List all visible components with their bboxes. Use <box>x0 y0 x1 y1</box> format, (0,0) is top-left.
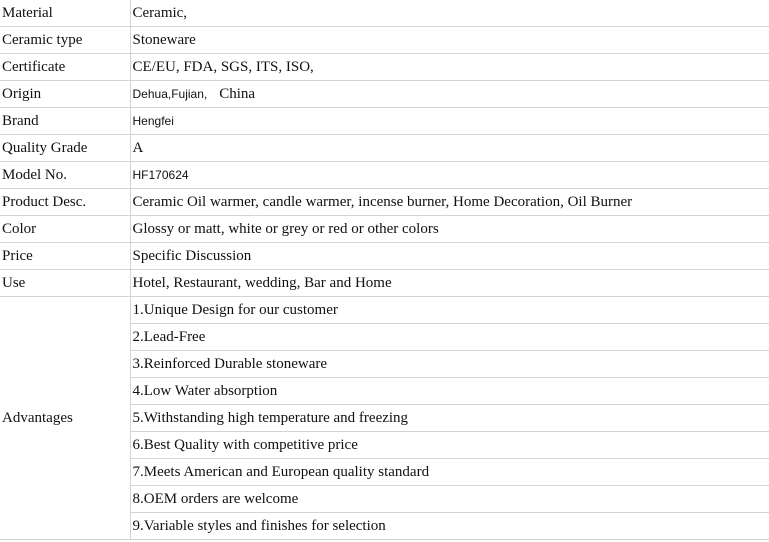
spec-value-material: Ceramic, <box>130 0 769 27</box>
spec-value-product-desc: Ceramic Oil warmer, candle warmer, incense burner, Home Decoration, Oil Burner <box>130 189 769 216</box>
table-row <box>0 243 769 270</box>
spec-value-model-no: HF170624 <box>130 162 769 189</box>
table-row <box>0 81 769 108</box>
table-row <box>0 270 769 297</box>
advantage-item: 2.Lead-Free <box>130 324 769 351</box>
spec-label-certificate: Certificate <box>0 54 130 81</box>
table-row <box>0 162 769 189</box>
spec-value-origin <box>130 81 769 108</box>
table-row <box>0 0 769 27</box>
table-row <box>0 54 769 81</box>
advantage-item: 9.Variable styles and finishes for selection <box>130 513 769 540</box>
origin-region: Dehua,Fujian, <box>132 87 208 101</box>
spec-label-origin: Origin <box>0 81 130 108</box>
advantage-item: 7.Meets American and European quality standard <box>130 459 769 486</box>
advantage-item: 5.Withstanding high temperature and freezing <box>130 405 769 432</box>
spec-value-color: Glossy or matt, white or grey or red or other colors <box>130 216 769 243</box>
advantage-item: 1.Unique Design for our customer <box>130 297 769 324</box>
spec-label-model-no: Model No. <box>0 162 130 189</box>
advantage-item: 3.Reinforced Durable stoneware <box>130 351 769 378</box>
spec-value-use: Hotel, Restaurant, wedding, Bar and Home <box>130 270 769 297</box>
spec-value-ceramic-type: Stoneware <box>130 27 769 54</box>
table-row <box>0 297 769 324</box>
table-row <box>0 216 769 243</box>
spec-label-brand: Brand <box>0 108 130 135</box>
table-row <box>0 135 769 162</box>
spec-value-price: Specific Discussion <box>130 243 769 270</box>
spec-label-price: Price <box>0 243 130 270</box>
table-row <box>0 189 769 216</box>
spec-label-material: Material <box>0 0 130 27</box>
spec-label-product-desc: Product Desc. <box>0 189 130 216</box>
advantage-item: 8.OEM orders are welcome <box>130 486 769 513</box>
spec-value-quality-grade: A <box>130 135 769 162</box>
spec-label-advantages: Advantages <box>0 297 130 540</box>
advantage-item: 6.Best Quality with competitive price <box>130 432 769 459</box>
spec-value-brand: Hengfei <box>130 108 769 135</box>
spec-label-color: Color <box>0 216 130 243</box>
spec-value-certificate: CE/EU, FDA, SGS, ITS, ISO, <box>130 54 769 81</box>
origin-country: China <box>219 86 256 102</box>
table-row <box>0 27 769 54</box>
spec-label-use: Use <box>0 270 130 297</box>
advantage-item: 4.Low Water absorption <box>130 378 769 405</box>
spec-label-quality-grade: Quality Grade <box>0 135 130 162</box>
spec-label-ceramic-type: Ceramic type <box>0 27 130 54</box>
table-row <box>0 108 769 135</box>
